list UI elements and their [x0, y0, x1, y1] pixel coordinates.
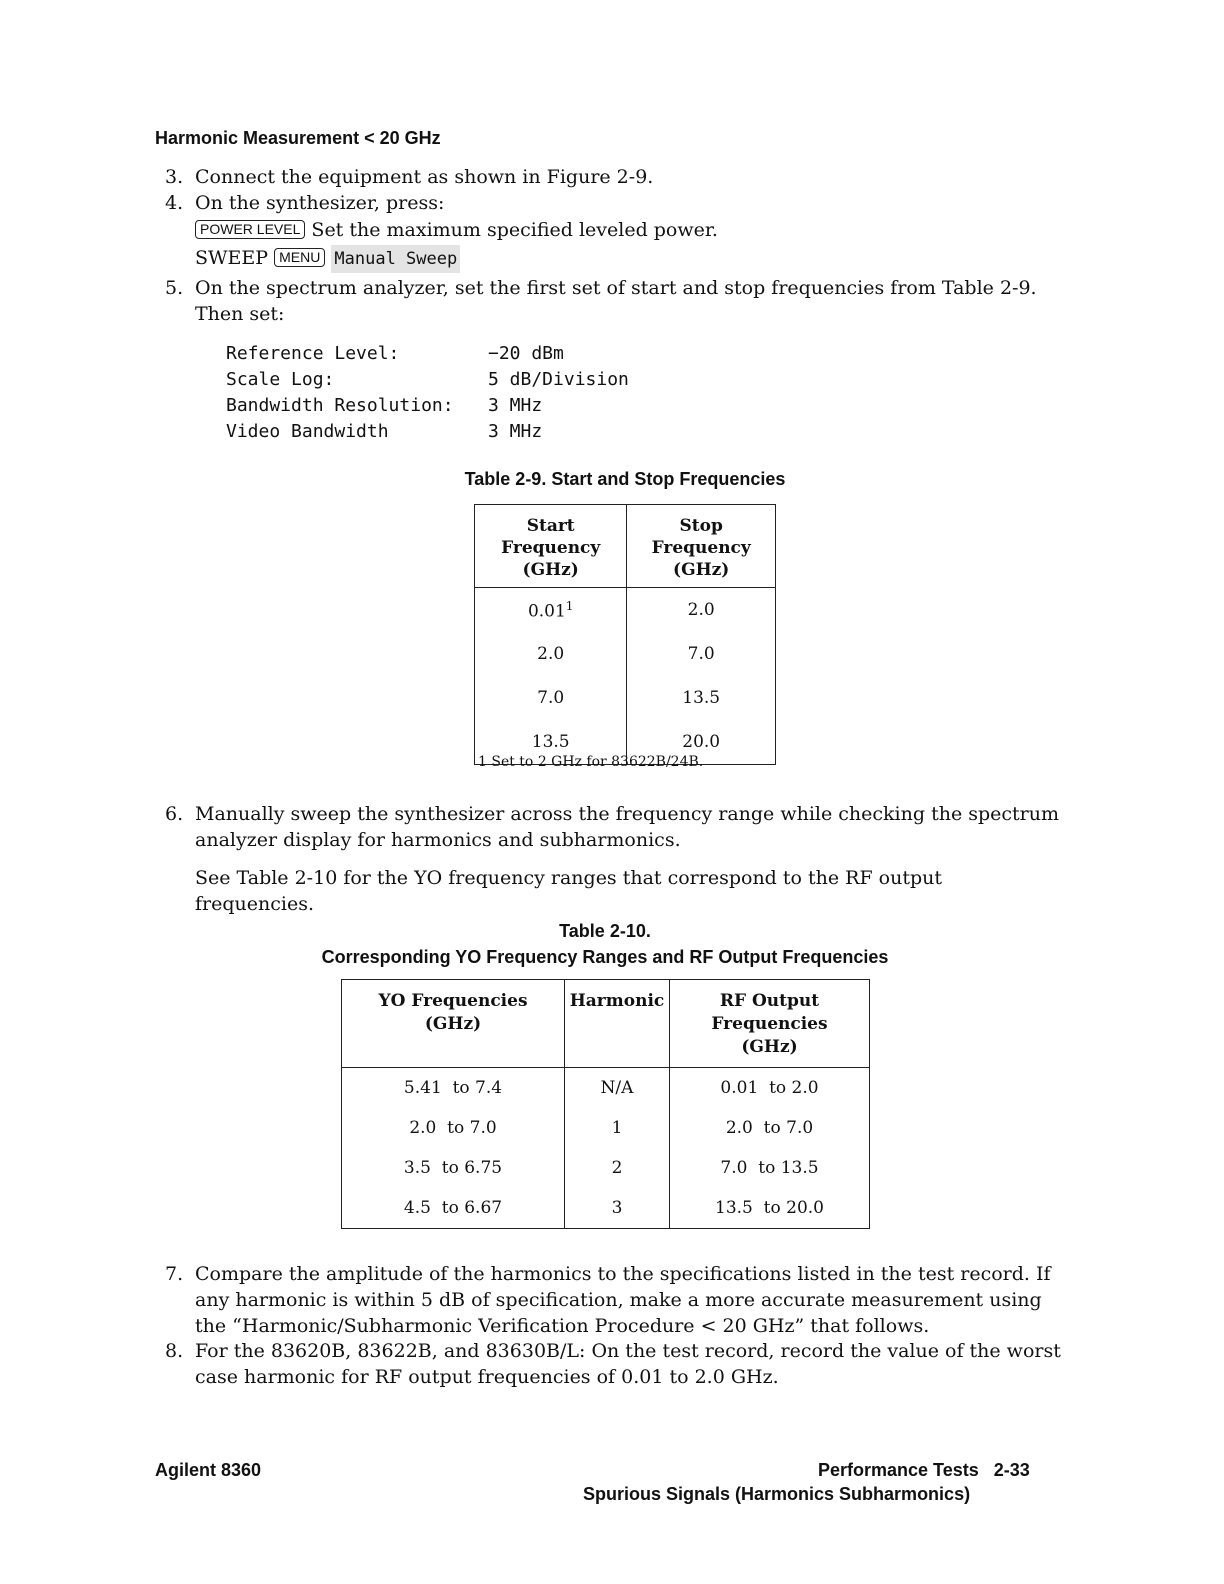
step-number: 7. [165, 1263, 184, 1285]
section-heading: Harmonic Measurement < 20 GHz [155, 128, 441, 148]
table-cell: N/A [565, 1068, 670, 1109]
setting-value: 3 MHz [488, 395, 543, 416]
setting-row [226, 367, 629, 393]
setting-label: Scale Log: [226, 369, 335, 390]
step-number: 5. [165, 277, 184, 299]
table-row [475, 588, 776, 633]
table-cell: 13.5 [531, 732, 570, 752]
table-2-10 [341, 979, 870, 1229]
step-7 [165, 1261, 1065, 1339]
step-note: See Table 2-10 for the YO frequency ranges that correspond to the RF output frequencies. [195, 867, 943, 915]
table-cell: 0.01$^1$ [527, 598, 574, 622]
step-text: Manually sweep the synthesizer across the frequency range while checking the spectrum analyzer display for harmonics and subharmonics. [195, 803, 1059, 851]
table-2-9 [474, 504, 776, 765]
column-header-yo: YO Frequencies (GHz) [342, 980, 565, 1068]
table-row [475, 676, 776, 720]
step-text: Compare the amplitude of the harmonics to the specifications listed in the test record. If any harmonic is within 5 dB of specification, make a more accurate measurement using the “Harmonic/Subharmonic Verification Procedure < 20 GHz” that follows. [195, 1263, 1051, 1337]
table-cell: 3.5 to 6.75 [342, 1148, 565, 1188]
table-cell: 13.5 [627, 676, 776, 720]
manual-sweep-softkey: Manual Sweep [331, 245, 460, 273]
step-6 [165, 801, 1065, 917]
setting-value: 3 MHz [488, 421, 543, 442]
column-header-harmonic: Harmonic [565, 980, 670, 1068]
table-row [342, 1068, 870, 1109]
table-cell: 7.0 to 13.5 [670, 1148, 870, 1188]
setting-value: 5 dB/Division [488, 369, 629, 390]
table-2-9-caption: Table 2-9. Start and Stop Frequencies [464, 469, 786, 489]
step-8 [165, 1338, 1065, 1390]
table-cell: 2.0 [627, 588, 776, 633]
table-cell: 13.5 to 20.0 [670, 1188, 870, 1229]
column-header-rf: RF Output Frequencies (GHz) [670, 980, 870, 1068]
step-text: On the synthesizer, press: [195, 192, 445, 214]
step-text: Connect the equipment as shown in Figure 2-9. [195, 166, 654, 188]
setting-label: Bandwidth Resolution: [226, 395, 454, 416]
setting-value: −20 dBm [488, 343, 564, 364]
table-cell: 2.0 to 7.0 [670, 1108, 870, 1148]
table-cell: 4.5 to 6.67 [342, 1188, 565, 1229]
setting-row [226, 419, 629, 445]
table-row [342, 1188, 870, 1229]
step-3 [165, 164, 1065, 190]
table-2-10-caption: Table 2-10. Corresponding YO Frequency Ranges and RF Output Frequencies [321, 921, 889, 967]
setting-label: Video Bandwidth [226, 421, 389, 442]
step-number: 8. [165, 1340, 184, 1362]
column-header-start: Start Frequency (GHz) [475, 505, 627, 588]
table-cell: 2 [565, 1148, 670, 1188]
step-5 [165, 275, 1065, 327]
setting-label: Reference Level: [226, 343, 400, 364]
power-level-key: POWER LEVEL [195, 220, 305, 239]
step-text: On the spectrum analyzer, set the first set of start and stop frequencies from Table 2-9. Then set: [195, 277, 1037, 325]
table-cell: 5.41 to 7.4 [342, 1068, 565, 1109]
footer-product: Agilent 8360 [155, 1460, 262, 1480]
column-header-stop: Stop Frequency (GHz) [627, 505, 776, 588]
setting-row [226, 393, 629, 419]
step-text: For the 83620B, 83622B, and 83630B/L: On the test record, record the value of the worst case harmonic for RF output frequencies of 0.01 to 2.0 GHz. [195, 1340, 1061, 1388]
table-cell: 2.0 to 7.0 [342, 1108, 565, 1148]
footnote-marker: 1 [565, 598, 574, 613]
table-row [342, 1148, 870, 1188]
table-cell: 7.0 [537, 688, 565, 708]
step-number: 4. [165, 192, 184, 214]
table-row [342, 1108, 870, 1148]
table-cell: 2.0 [537, 644, 565, 664]
table-cell: 1 [565, 1108, 670, 1148]
step-4 [165, 190, 1065, 273]
table-row [475, 632, 776, 676]
footer-section: Spurious Signals (Harmonics Subharmonics) [583, 1484, 971, 1504]
table-cell: 3 [565, 1188, 670, 1229]
table-cell: 7.0 [627, 632, 776, 676]
table-cell: 20.0 [627, 720, 776, 765]
table-cell: 0.01 to 2.0 [670, 1068, 870, 1109]
footer-page: Performance Tests 2-33 [818, 1460, 1030, 1480]
step-number: 3. [165, 166, 184, 188]
sweep-label: SWEEP [195, 247, 269, 269]
analyzer-settings [226, 341, 629, 445]
step-number: 6. [165, 803, 184, 825]
power-level-description: Set the maximum specified leveled power. [311, 219, 718, 241]
table-footnote: 1 Set to 2 GHz for 83622B/24B. [478, 754, 704, 770]
setting-row [226, 341, 629, 367]
menu-key: MENU [274, 248, 325, 267]
